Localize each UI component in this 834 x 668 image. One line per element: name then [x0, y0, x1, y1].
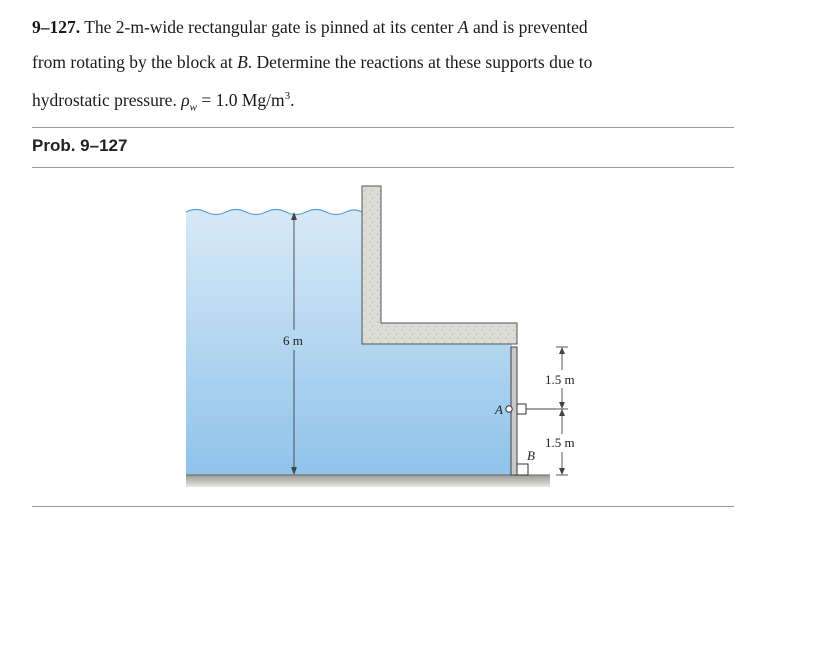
density-value: = 1.0 Mg/m	[196, 89, 285, 110]
point-b-ref: B	[237, 51, 248, 72]
problem-text: from rotating by the block at	[32, 51, 238, 72]
lower-dimension-label: 1.5 m	[545, 435, 575, 450]
ground	[186, 475, 550, 487]
pin-support	[517, 404, 526, 414]
problem-number: 9–127.	[32, 17, 81, 37]
exponent: 3	[284, 90, 291, 102]
lower-arrow-top	[559, 409, 565, 416]
divider-bottom	[32, 506, 734, 507]
problem-text: hydrostatic pressure.	[32, 89, 182, 110]
depth-label: 6 m	[283, 333, 303, 348]
upper-arrow-bottom	[559, 402, 565, 409]
rho-symbol: ρ	[181, 89, 190, 110]
problem-text: The 2-m-wide rectangular gate is pinned at its center	[84, 17, 458, 37]
problem-text: and is prevented	[468, 17, 588, 37]
lower-arrow-bottom	[559, 468, 565, 475]
concrete-wall	[362, 186, 517, 344]
point-a-ref: A	[457, 17, 469, 37]
prob-label: Prob. 9–127	[32, 136, 128, 155]
rho-subscript: w	[189, 101, 197, 114]
label-b: B	[527, 448, 535, 463]
pin-a	[506, 406, 512, 412]
block-b	[517, 464, 528, 475]
problem-text: . Determine the reactions at these supports due to	[247, 51, 593, 72]
upper-arrow-top	[559, 347, 565, 354]
problem-text: .	[290, 89, 295, 110]
label-a: A	[495, 402, 503, 417]
upper-dimension-label: 1.5 m	[545, 372, 575, 387]
